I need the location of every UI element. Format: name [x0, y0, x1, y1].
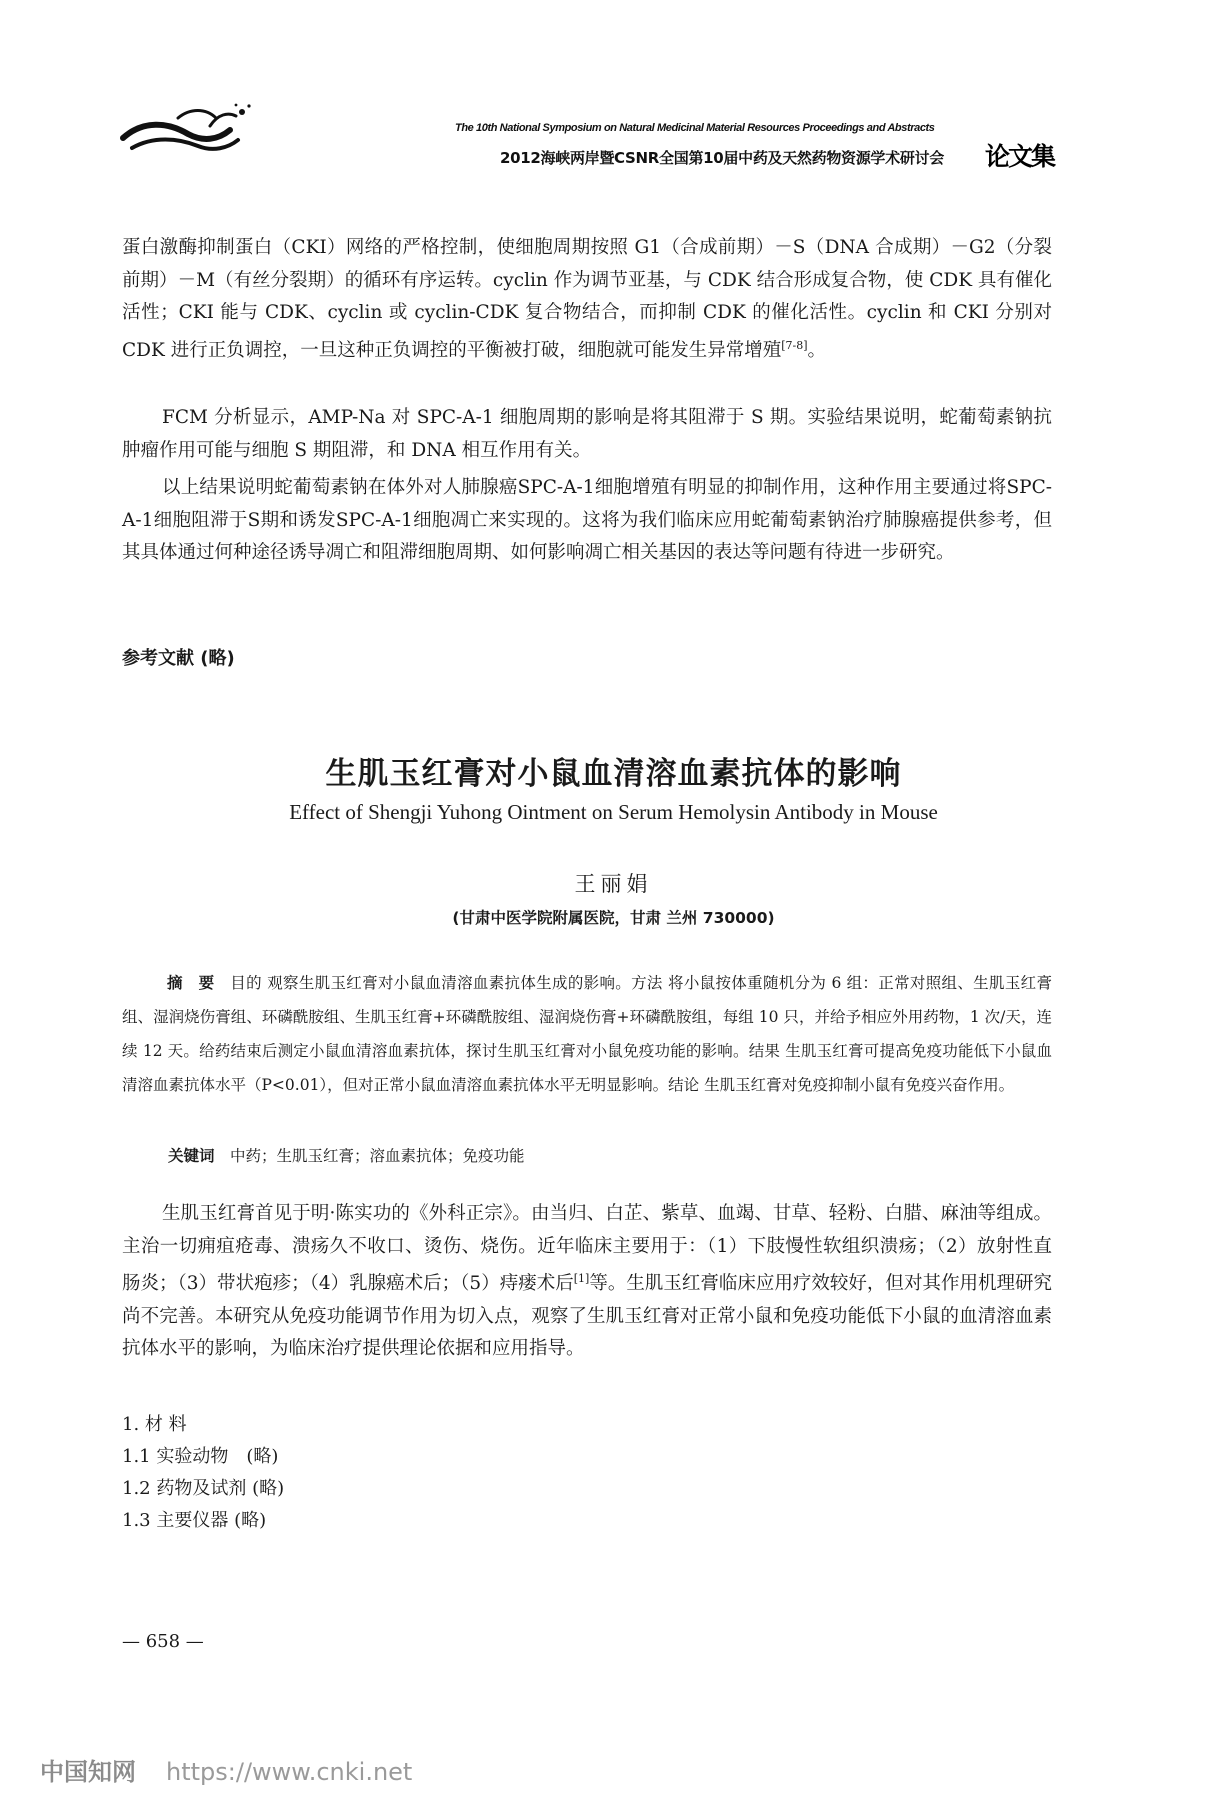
- prev-paragraph-2: FCM 分析显示，AMP-Na 对 SPC-A-1 细胞周期的影响是将其阻滞于 S 期。实验结果说明，蛇葡萄素钠抗肿瘤作用可能与细胞 S 期阻滞，和 DNA 相互作用有关。: [122, 407, 1052, 461]
- watermark-url: https://www.cnki.net: [166, 1758, 413, 1786]
- symposium-logo: [118, 100, 258, 160]
- watermark: [40, 1752, 412, 1787]
- proceedings-tag: 论文集: [985, 142, 1055, 171]
- citation: [1]: [573, 1272, 590, 1285]
- section-heading: 1. 材 料: [122, 1414, 187, 1435]
- prev-paragraph-3: 以上结果说明蛇葡萄素钠在体外对人肺腺癌SPC-A-1细胞增殖有明显的抑制作用，这种作用主要通过将SPC-A-1细胞阻滞于S期和诱发SPC-A-1细胞凋亡来实现的。这将为我们临床应用蛇葡萄素钠治疗肺腺癌提供参考，但其具体通过何种途径诱导凋亡和阻滞细胞周期、如何影响凋亡相关基因的表达等问题有待进一步研究。: [122, 477, 1052, 563]
- watermark-brand: 中国知网: [40, 1758, 136, 1786]
- subsection-heading: 1.3 主要仪器 (略): [122, 1510, 267, 1531]
- affiliation: (甘肃中医学院附属医院，甘肃 兰州 730000): [452, 909, 775, 927]
- intro-paragraph: 生肌玉红膏首见于明·陈实功的《外科正宗》。由当归、白芷、紫草、血竭、甘草、轻粉、白腊、麻油等组成。主治一切痈疽疮毒、溃疡久不收口、烫伤、烧伤。近年临床主要用于：（1）下肢慢性软组织溃疡；（2）放射性直肠炎；（3）带状疱疹；（4）乳腺癌术后；（5）痔瘘术后[1]等。生肌玉红膏临床应用疗效较好，但对其作用机理研究尚不完善。本研究从免疫功能调节作用为切入点，观察了生肌玉红膏对正常小鼠和免疫功能低下小鼠的血清溶血素抗体水平的影响，为临床治疗提供理论依据和应用指导。: [122, 1203, 1052, 1360]
- page-number: — 658 —: [122, 1631, 204, 1652]
- article-title-en: Effect of Shengji Yuhong Ointment on Serum Hemolysin Antibody in Mouse: [289, 800, 938, 824]
- author: 王丽娟: [574, 872, 653, 896]
- keywords-label: 关键词: [168, 1147, 215, 1165]
- symposium-title-en: The 10th National Symposium on Natural Medicinal Material Resources Proceedings and Abstracts: [455, 122, 935, 134]
- subsection-heading: 1.2 药物及试剂 (略): [122, 1478, 285, 1499]
- keywords: 关键词 中药；生肌玉红膏；溶血素抗体；免疫功能: [168, 1147, 525, 1165]
- symposium-title-cn: 2012海峡两岸暨CSNR全国第10届中药及天然药物资源学术研讨会: [500, 149, 944, 167]
- citation: [7-8]: [781, 338, 808, 352]
- abstract: 摘 要 目的 观察生肌玉红膏对小鼠血清溶血素抗体生成的影响。方法 将小鼠按体重随机分为 6 组：正常对照组、生肌玉红膏组、湿润烧伤膏组、环磷酰胺组、生肌玉红膏+环磷酰胺组、湿润烧伤膏+环磷酰胺组，每组 10 只，并给予相应外用药物，1 次/天，连续 12 天。给药结束后测定小鼠血清溶血素抗体，探讨生肌玉红膏对小鼠免疫功能的影响。结果 生肌玉红膏可提高免疫功能低下小鼠血清溶血素抗体水平（P<0.01），但对正常小鼠血清溶血素抗体水平无明显影响。结论 生肌玉红膏对免疫抑制小鼠有免疫兴奋作用。: [122, 974, 1052, 1094]
- prev-paragraph-1: 蛋白激酶抑制蛋白（CKI）网络的严格控制，使细胞周期按照 G1（合成前期）－S（DNA 合成期）－G2（分裂前期）－M（有丝分裂期）的循环有序运转。cyclin 作为调节亚基，与 CDK 结合形成复合物，使 CDK 具有催化活性；CKI 能与 CDK、cyclin 或 cyclin-CDK 复合物结合，而抑制 CDK 的催化活性。cyclin 和 CKI 分别对 CDK 进行正负调控，一旦这种正负调控的平衡被打破，细胞就可能发生异常增殖[7-8]。: [122, 237, 1052, 361]
- subsection-heading: 1.1 实验动物 (略): [122, 1446, 279, 1467]
- references-heading: 参考文献 (略): [122, 648, 235, 669]
- abstract-label: 摘 要: [167, 974, 215, 992]
- article-title: 生肌玉红膏对小鼠血清溶血素抗体的影响: [325, 756, 902, 792]
